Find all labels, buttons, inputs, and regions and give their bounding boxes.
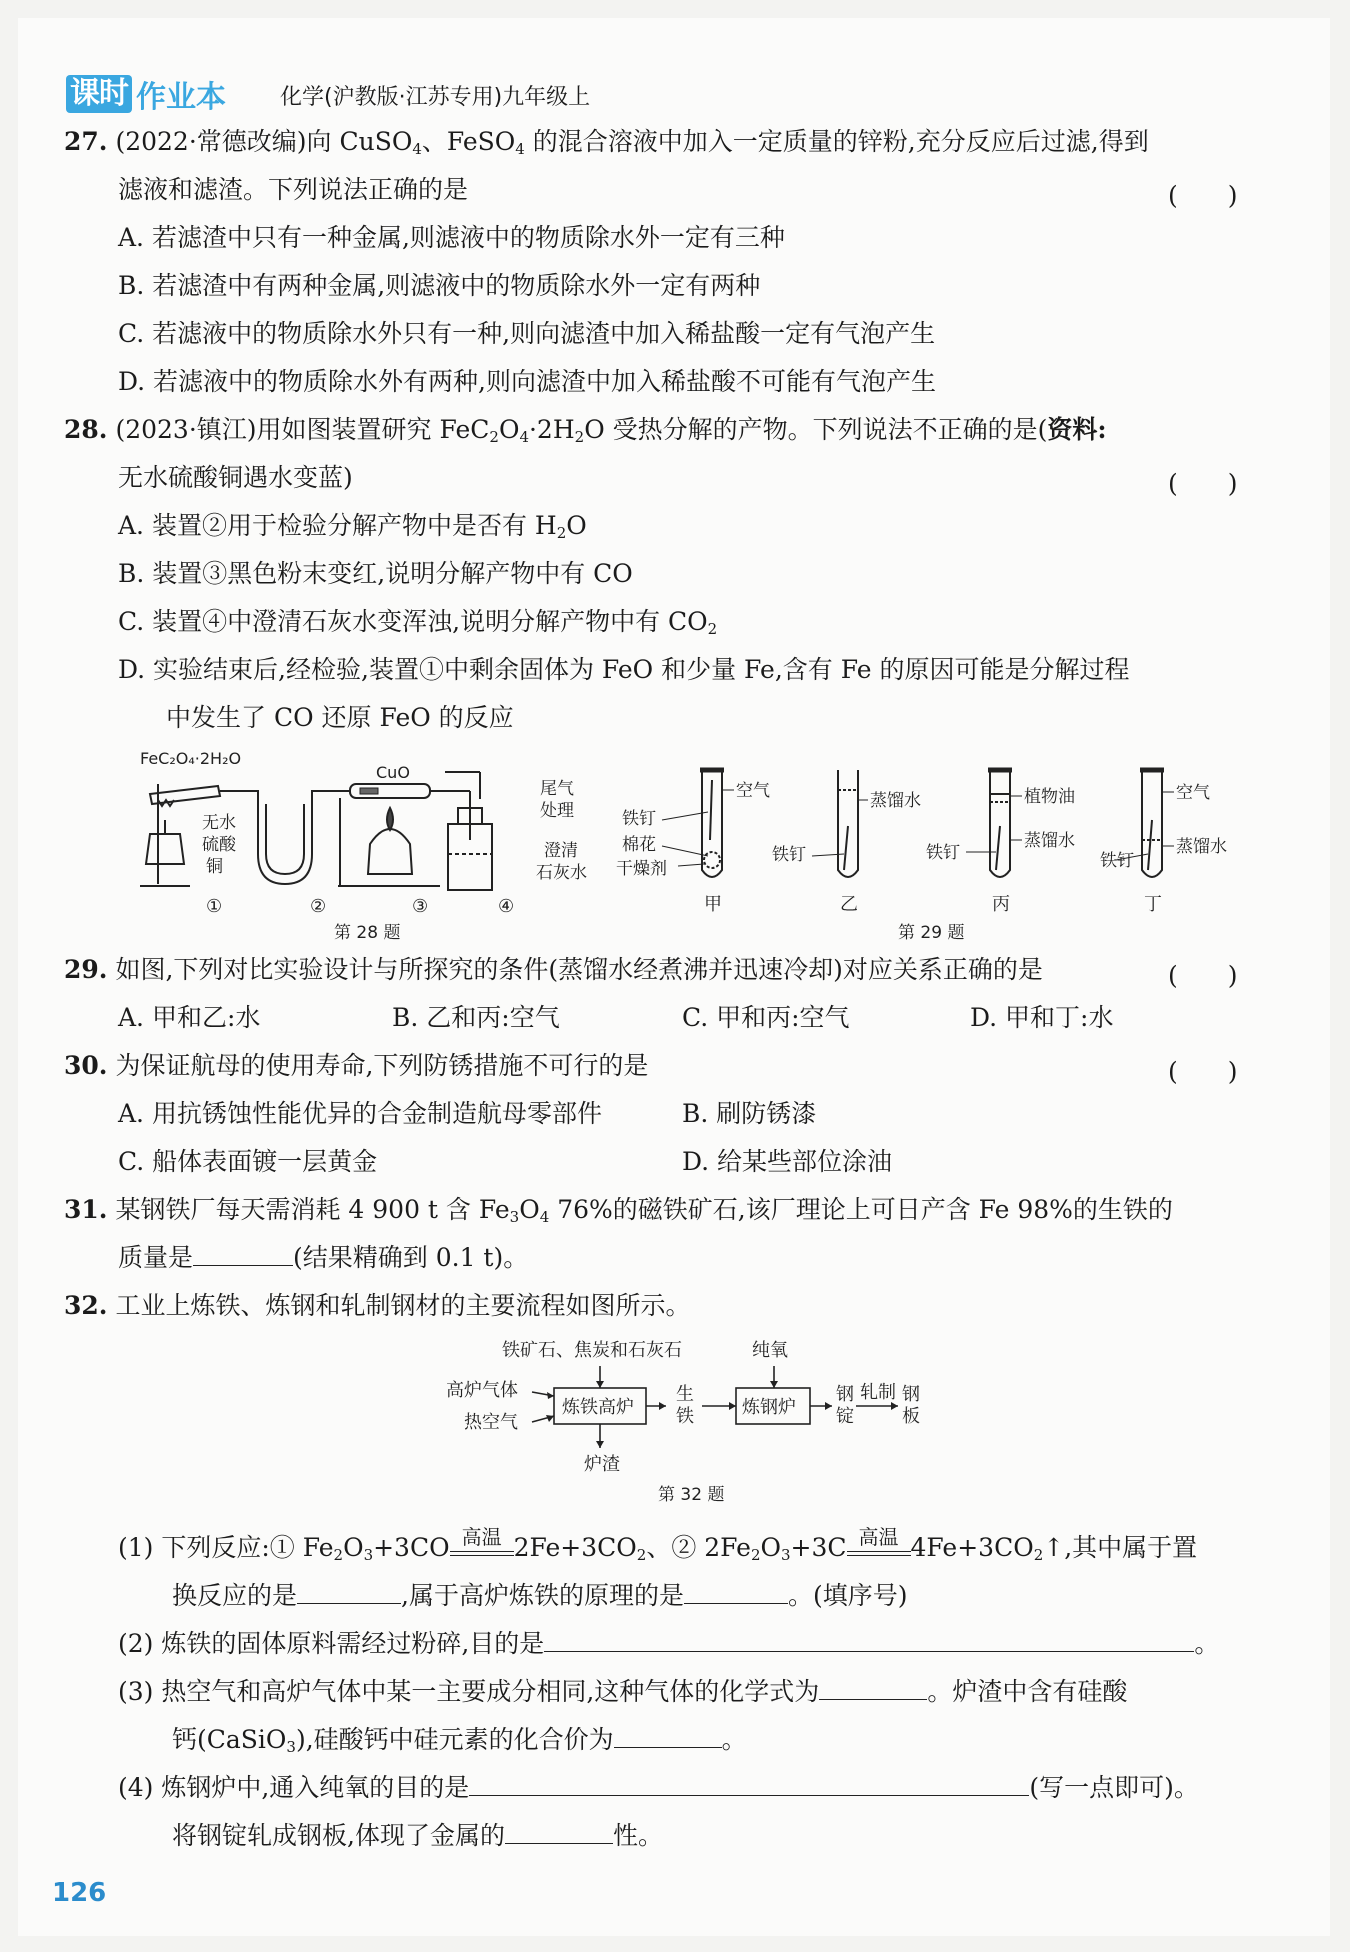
q28-answer-paren: ( )	[1168, 469, 1238, 498]
fig32-ingot-1: 钢	[836, 1384, 854, 1405]
q29-option-a: A. 甲和乙:水	[118, 1003, 261, 1032]
fig32-rolling: 轧制	[860, 1382, 896, 1403]
fig28-substance-label: FeC₂O₄·2H₂O	[140, 749, 242, 768]
q31-text: 76%的磁铁矿石,该厂理论上可日产含 Fe 98%的生铁的	[557, 1195, 1173, 1224]
page-number: 126	[52, 1878, 107, 1908]
header-logo	[66, 74, 226, 114]
fig28-lime-label-2: 石灰水	[536, 863, 587, 883]
fig28-lime-label-1: 澄清	[544, 841, 578, 861]
q32-p1-text: ↑,其中属于置	[1043, 1533, 1198, 1562]
q27-text: 的混合溶液中加入一定质量的锌粉,充分反应后过滤,得到	[532, 127, 1149, 156]
logo-title: 作业本	[136, 80, 226, 115]
fig28-tail-label-1: 尾气	[540, 779, 574, 799]
fig29-ding-label: 丁	[1144, 894, 1162, 915]
fig29-ding-nail-label: 铁钉	[1100, 851, 1134, 871]
fig32-slag: 炉渣	[584, 1454, 620, 1475]
fig29-desiccant-label: 干燥剂	[616, 859, 667, 879]
q31-number: 31.	[64, 1195, 108, 1224]
figure-28-apparatus	[140, 744, 620, 944]
q31-text: (结果精确到 0.1 t)。	[293, 1243, 529, 1272]
q31-line2	[118, 1234, 528, 1282]
q29-text: 如图,下列对比实验设计与所探究的条件(蒸馏水经煮沸并迅速冷却)对应关系正确的是	[115, 955, 1043, 984]
fig29-bing-nail-label: 铁钉	[926, 843, 960, 863]
fig32-steel-furnace: 炼钢炉	[742, 1397, 796, 1418]
q32-part1-line1: (1) 下列反应:① $Fe_2O_3+3CO$ 高温 $2Fe+3CO_2$、② $2Fe_2O_3+3C$ 高温 $4Fe+3CO_2↑$,其中属于置	[118, 1524, 1197, 1572]
q32-p1-text: +3C	[790, 1533, 847, 1562]
fig28-label-3: ③	[412, 896, 429, 917]
q28-line2: 无水硫酸铜遇水变蓝)	[118, 463, 353, 492]
q32-stem	[64, 1282, 690, 1330]
q30-text: 为保证航母的使用寿命,下列防锈措施不可行的是	[115, 1051, 649, 1080]
fig28-cuso4-label-1: 无水	[202, 813, 236, 833]
fig32-caption: 第 32 题	[658, 1485, 725, 1505]
q29-option-b: B. 乙和丙:空气	[392, 1003, 560, 1032]
fig29-jia-air-label: 空气	[736, 781, 770, 801]
q27-line2: 滤液和滤渣。下列说法正确的是	[118, 175, 469, 204]
q32-p1-text: 2Fe+3CO	[513, 1533, 637, 1562]
q28-line1: 28. (2023·镇江)用如图装置研究 $FeC_2O_4\cdot 2H_2O$ 受热分解的产物。下列说法不正确的是(资料:	[64, 415, 1107, 446]
q32-p2-text: 。	[1194, 1629, 1220, 1658]
q32-part2	[118, 1620, 1219, 1668]
q31-text: O	[519, 1195, 540, 1224]
q32-p3-text: 钙(CaSiO	[172, 1725, 287, 1754]
q28-c-text: C. 装置④中澄清石灰水变浑浊,说明分解产物中有 CO	[118, 607, 708, 636]
q27-line1: 27. (2022·常德改编)向 CuSO$_4$、FeSO$_4$ 的混合溶液中加入一定质量的锌粉,充分反应后过滤,得到	[64, 127, 1149, 158]
q32-p4-text: 性。	[612, 1821, 663, 1850]
reaction-condition-2	[847, 1525, 911, 1556]
fig28-label-1: ①	[206, 896, 223, 917]
q31-text: 质量是	[118, 1243, 194, 1272]
q28-option-b: B. 装置③黑色粉末变红,说明分解产物中有 CO	[118, 559, 633, 588]
q32-part3-line2: 钙(CaSiO$_3$),硅酸钙中硅元素的化合价为 。	[172, 1716, 747, 1764]
reaction-condition-text: 高温	[858, 1525, 899, 1549]
fig28-caption: 第 28 题	[334, 923, 401, 943]
fig32-hot-air: 热空气	[464, 1412, 518, 1433]
fig32-pure-oxygen: 纯氧	[752, 1340, 788, 1361]
q28-a-text: A. 装置②用于检验分解产物中是否有 H	[118, 511, 557, 540]
q27-number: 27.	[64, 127, 108, 156]
q32-part3-line1	[118, 1668, 1127, 1716]
q28-option-d-line1: D. 实验结束后,经检验,装置①中剩余固体为 FeO 和少量 Fe,含有 Fe 的原因可能是分解过程	[118, 655, 1130, 684]
q32-number: 32.	[64, 1291, 108, 1320]
q28-option-a: A. 装置②用于检验分解产物中是否有 $H_2O$	[118, 511, 587, 542]
fig28-label-2: ②	[310, 896, 327, 917]
q28-option-d-line2: 中发生了 CO 还原 FeO 的反应	[166, 703, 514, 732]
fig32-ingot-2: 锭	[836, 1406, 854, 1427]
q27-answer-paren: ( )	[1168, 181, 1238, 210]
q28-text: (2023·镇江)用如图装置研究 FeC	[115, 415, 490, 444]
q29-number: 29.	[64, 955, 108, 984]
q32-p1-text: 。(填序号)	[787, 1581, 908, 1610]
fig29-yi-nail-label: 铁钉	[772, 845, 806, 865]
q32-part1-line2	[172, 1572, 907, 1620]
q32-p1-text: (1) 下列反应:① Fe	[118, 1533, 334, 1562]
fig32-pig-iron-2: 铁	[676, 1406, 694, 1427]
fig29-yi-water-label: 蒸馏水	[870, 791, 921, 811]
figure-29-test-tubes	[616, 760, 1242, 944]
fig29-bing-water-label: 蒸馏水	[1024, 831, 1075, 851]
q32-p3-text: (3) 热空气和高炉气体中某一主要成分相同,这种气体的化学式为	[118, 1677, 820, 1706]
q28-text-bold: 资料:	[1047, 415, 1107, 444]
q32-3-blank-valence[interactable]	[614, 1719, 722, 1748]
q32-p2-text: (2) 炼铁的固体原料需经过粉碎,目的是	[118, 1629, 545, 1658]
fig28-label-4: ④	[498, 896, 515, 917]
q32-4-blank-property[interactable]	[505, 1815, 613, 1844]
figure-32-flowchart	[440, 1330, 960, 1510]
q28-text: O	[498, 415, 520, 444]
q29-option-c: C. 甲和丙:空气	[682, 1003, 850, 1032]
q32-p1-text: 换反应的是	[172, 1581, 298, 1610]
q28-option-c: C. 装置④中澄清石灰水变浑浊,说明分解产物中有 $CO_2$	[118, 607, 718, 638]
q32-4-blank-purpose[interactable]	[469, 1767, 1029, 1796]
q27-option-c: C. 若滤液中的物质除水外只有一种,则向滤渣中加入稀盐酸一定有气泡产生	[118, 319, 936, 348]
fig29-jia-nail-label: 铁钉	[622, 809, 656, 829]
q32-p1-text: 4Fe+3CO	[910, 1533, 1034, 1562]
fig28-tail-label-2: 处理	[540, 801, 574, 821]
fig29-bing-label: 丙	[992, 894, 1010, 915]
q28-text: O 受热分解的产物。下列说法不正确的是(	[584, 415, 1048, 444]
fig32-plate-2: 板	[902, 1406, 920, 1427]
fig29-yi-label: 乙	[840, 894, 858, 915]
logo-badge: 课时	[66, 75, 132, 113]
q32-p4-text: 将钢锭轧成钢板,体现了金属的	[172, 1821, 505, 1850]
fig28-cuo-label: CuO	[376, 763, 410, 782]
q30-number: 30.	[64, 1051, 108, 1080]
fig29-ding-water-label: 蒸馏水	[1176, 837, 1227, 857]
q32-p1-text: O	[343, 1533, 364, 1562]
q32-p1-text: 、② 2Fe	[646, 1533, 751, 1562]
fig29-caption: 第 29 题	[898, 923, 965, 943]
q31-line1: 31. 某钢铁厂每天需消耗 4 900 t 含 $Fe_3O_4$ 76%的磁铁矿石,该厂理论上可日产含 Fe 98%的生铁的	[64, 1195, 1173, 1226]
q29-answer-paren: ( )	[1168, 961, 1238, 990]
fig32-furnace-gas: 高炉气体	[446, 1380, 518, 1401]
q30-option-a: A. 用抗锈蚀性能优异的合金制造航母零部件	[118, 1099, 602, 1128]
q27-option-a: A. 若滤渣中只有一种金属,则滤液中的物质除水外一定有三种	[118, 223, 785, 252]
q32-1-blank-displacement[interactable]	[297, 1575, 401, 1604]
q30-option-d: D. 给某些部位涂油	[682, 1147, 893, 1176]
fig29-jia-label: 甲	[704, 894, 722, 915]
q30-stem	[64, 1042, 648, 1090]
fig29-cotton-label: 棉花	[622, 835, 656, 855]
reaction-condition-text: 高温	[461, 1525, 502, 1549]
q27-option-d: D. 若滤液中的物质除水外有两种,则向滤渣中加入稀盐酸不可能有气泡产生	[118, 367, 936, 396]
q32-p4-text: (写一点即可)。	[1029, 1773, 1199, 1802]
q32-p4-text: (4) 炼钢炉中,通入纯氧的目的是	[118, 1773, 470, 1802]
q32-1-blank-principle[interactable]	[684, 1575, 788, 1604]
fig32-pig-iron-1: 生	[676, 1384, 694, 1405]
fig28-cuso4-label-2: 硫酸	[202, 835, 236, 855]
q32-p1-text: ,属于高炉炼铁的原理的是	[401, 1581, 684, 1610]
q32-part4-line2	[172, 1812, 663, 1860]
q32-p3-text: ),硅酸钙中硅元素的化合价为	[295, 1725, 614, 1754]
fig29-bing-oil-label: 植物油	[1024, 787, 1075, 807]
reaction-condition-1	[450, 1525, 514, 1556]
q30-answer-paren: ( )	[1168, 1057, 1238, 1086]
q32-2-blank[interactable]	[544, 1623, 1194, 1652]
subject-title: 化学(沪教版·江苏专用)九年级上	[280, 85, 591, 110]
q32-p3-text: 。	[721, 1725, 747, 1754]
fig29-ding-air-label: 空气	[1176, 783, 1210, 803]
q32-p1-text: O	[760, 1533, 781, 1562]
q32-p3-text: 。炉渣中含有硅酸	[927, 1677, 1128, 1706]
fig32-raw-materials: 铁矿石、焦炭和石灰石	[502, 1340, 682, 1361]
q30-option-b: B. 刷防锈漆	[682, 1099, 817, 1128]
q31-text: 某钢铁厂每天需消耗 4 900 t 含 Fe	[115, 1195, 510, 1224]
q31-answer-blank[interactable]	[193, 1237, 293, 1266]
q32-p1-text: +3CO	[373, 1533, 450, 1562]
q27-option-b: B. 若滤渣中有两种金属,则滤液中的物质除水外一定有两种	[118, 271, 761, 300]
q32-text: 工业上炼铁、炼钢和轧制钢材的主要流程如图所示。	[115, 1291, 691, 1320]
q28-a-text: O	[566, 511, 587, 540]
fig32-plate-1: 钢	[902, 1384, 920, 1405]
q32-part4-line1	[118, 1764, 1199, 1812]
q32-3-blank-gas[interactable]	[819, 1671, 927, 1700]
q30-option-c: C. 船体表面镀一层黄金	[118, 1147, 378, 1176]
q28-number: 28.	[64, 415, 108, 444]
q29-stem	[64, 946, 1043, 994]
q27-text: 、FeSO	[421, 127, 516, 156]
fig28-cuso4-label-3: 铜	[206, 857, 223, 877]
q28-text: ·2H	[528, 415, 575, 444]
q27-text: (2022·常德改编)向 CuSO	[115, 127, 413, 156]
fig32-blast-furnace: 炼铁高炉	[562, 1397, 634, 1418]
q29-option-d: D. 甲和丁:水	[970, 1003, 1114, 1032]
